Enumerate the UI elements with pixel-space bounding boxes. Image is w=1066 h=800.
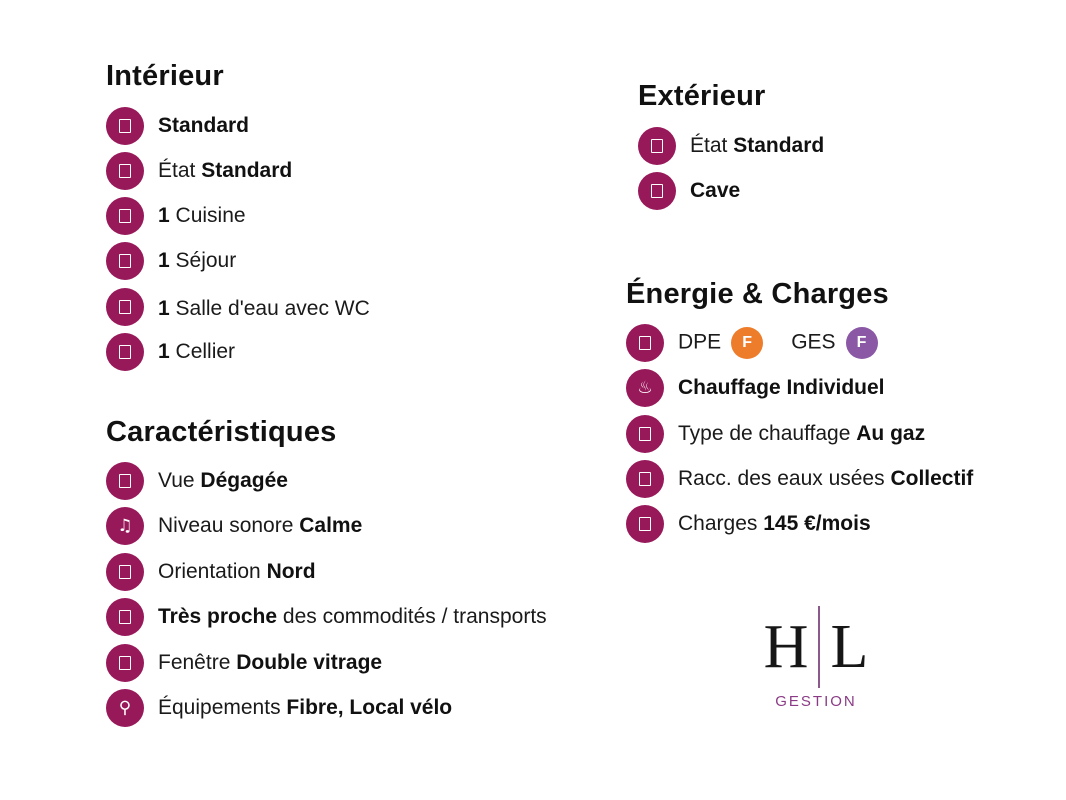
list-item-energie-2: Racc. des eaux usées Collectif	[626, 459, 973, 499]
ges-badge: F	[846, 327, 878, 359]
bike-icon: ⚲	[106, 689, 144, 727]
hl-gestion-logo	[760, 605, 872, 710]
sound-icon: ♫	[106, 507, 144, 545]
list-item-energie-3: Charges 145 €/mois	[626, 504, 871, 544]
section-title-interieur: Intérieur	[106, 60, 224, 92]
logo-subtitle: GESTION	[775, 693, 857, 710]
list-item-caracteristiques-1: ♫ Niveau sonore Calme	[106, 506, 362, 546]
compass-icon	[106, 553, 144, 591]
cellar-icon	[638, 172, 676, 210]
section-caracteristiques	[106, 416, 336, 449]
euro-icon	[626, 505, 664, 543]
logo-divider	[818, 606, 820, 688]
home-icon	[106, 107, 144, 145]
list-item-interieur-3: 1 Séjour	[106, 241, 236, 281]
section-title-energie: Énergie & Charges	[626, 278, 889, 310]
section-title-exterieur: Extérieur	[638, 80, 766, 112]
list-item-energie-1: Type de chauffage Au gaz	[626, 414, 925, 454]
dpe-badge: F	[731, 327, 763, 359]
logo-letter-h: H	[763, 613, 809, 681]
list-item-exterieur-1: Cave	[638, 171, 740, 211]
dpe-label: DPE	[678, 330, 722, 354]
section-title-caracteristiques: Caractéristiques	[106, 416, 337, 448]
list-item-energie-dpe	[626, 323, 878, 363]
list-item-energie-0: ♨ Chauffage Individuel	[626, 368, 885, 408]
list-item-interieur-1: État Standard	[106, 151, 292, 191]
list-item-caracteristiques-4: Fenêtre Double vitrage	[106, 643, 382, 683]
section-interieur	[106, 60, 224, 93]
list-item-caracteristiques-5: ⚲ Équipements Fibre, Local vélo	[106, 688, 452, 728]
tree-icon	[638, 127, 676, 165]
section-exterieur	[638, 80, 766, 113]
section-energie	[626, 278, 889, 311]
list-item-caracteristiques-0: Vue Dégagée	[106, 461, 288, 501]
drain-icon	[626, 460, 664, 498]
list-item-exterieur-0: État Standard	[638, 126, 824, 166]
list-item-interieur-5: 1 Cellier	[106, 332, 235, 372]
list-item-interieur-0: Standard	[106, 106, 249, 146]
window-icon	[106, 644, 144, 682]
list-item-interieur-2: 1 Cuisine	[106, 196, 246, 236]
heating-icon: ♨	[626, 369, 664, 407]
kitchen-icon	[106, 197, 144, 235]
list-item-interieur-4: 1 Salle d'eau avec WC	[106, 287, 370, 327]
sofa-icon	[106, 242, 144, 280]
storage-icon	[106, 333, 144, 371]
energy-icon	[626, 324, 664, 362]
shower-icon	[106, 288, 144, 326]
list-item-caracteristiques-2: Orientation Nord	[106, 552, 316, 592]
bus-icon	[106, 598, 144, 636]
list-item-caracteristiques-3: Très proche des commodités / transports	[106, 597, 547, 637]
ges-label: GES	[791, 330, 836, 354]
star-icon	[106, 152, 144, 190]
flame-icon	[626, 415, 664, 453]
logo-letter-l: L	[830, 613, 869, 681]
eye-icon	[106, 462, 144, 500]
